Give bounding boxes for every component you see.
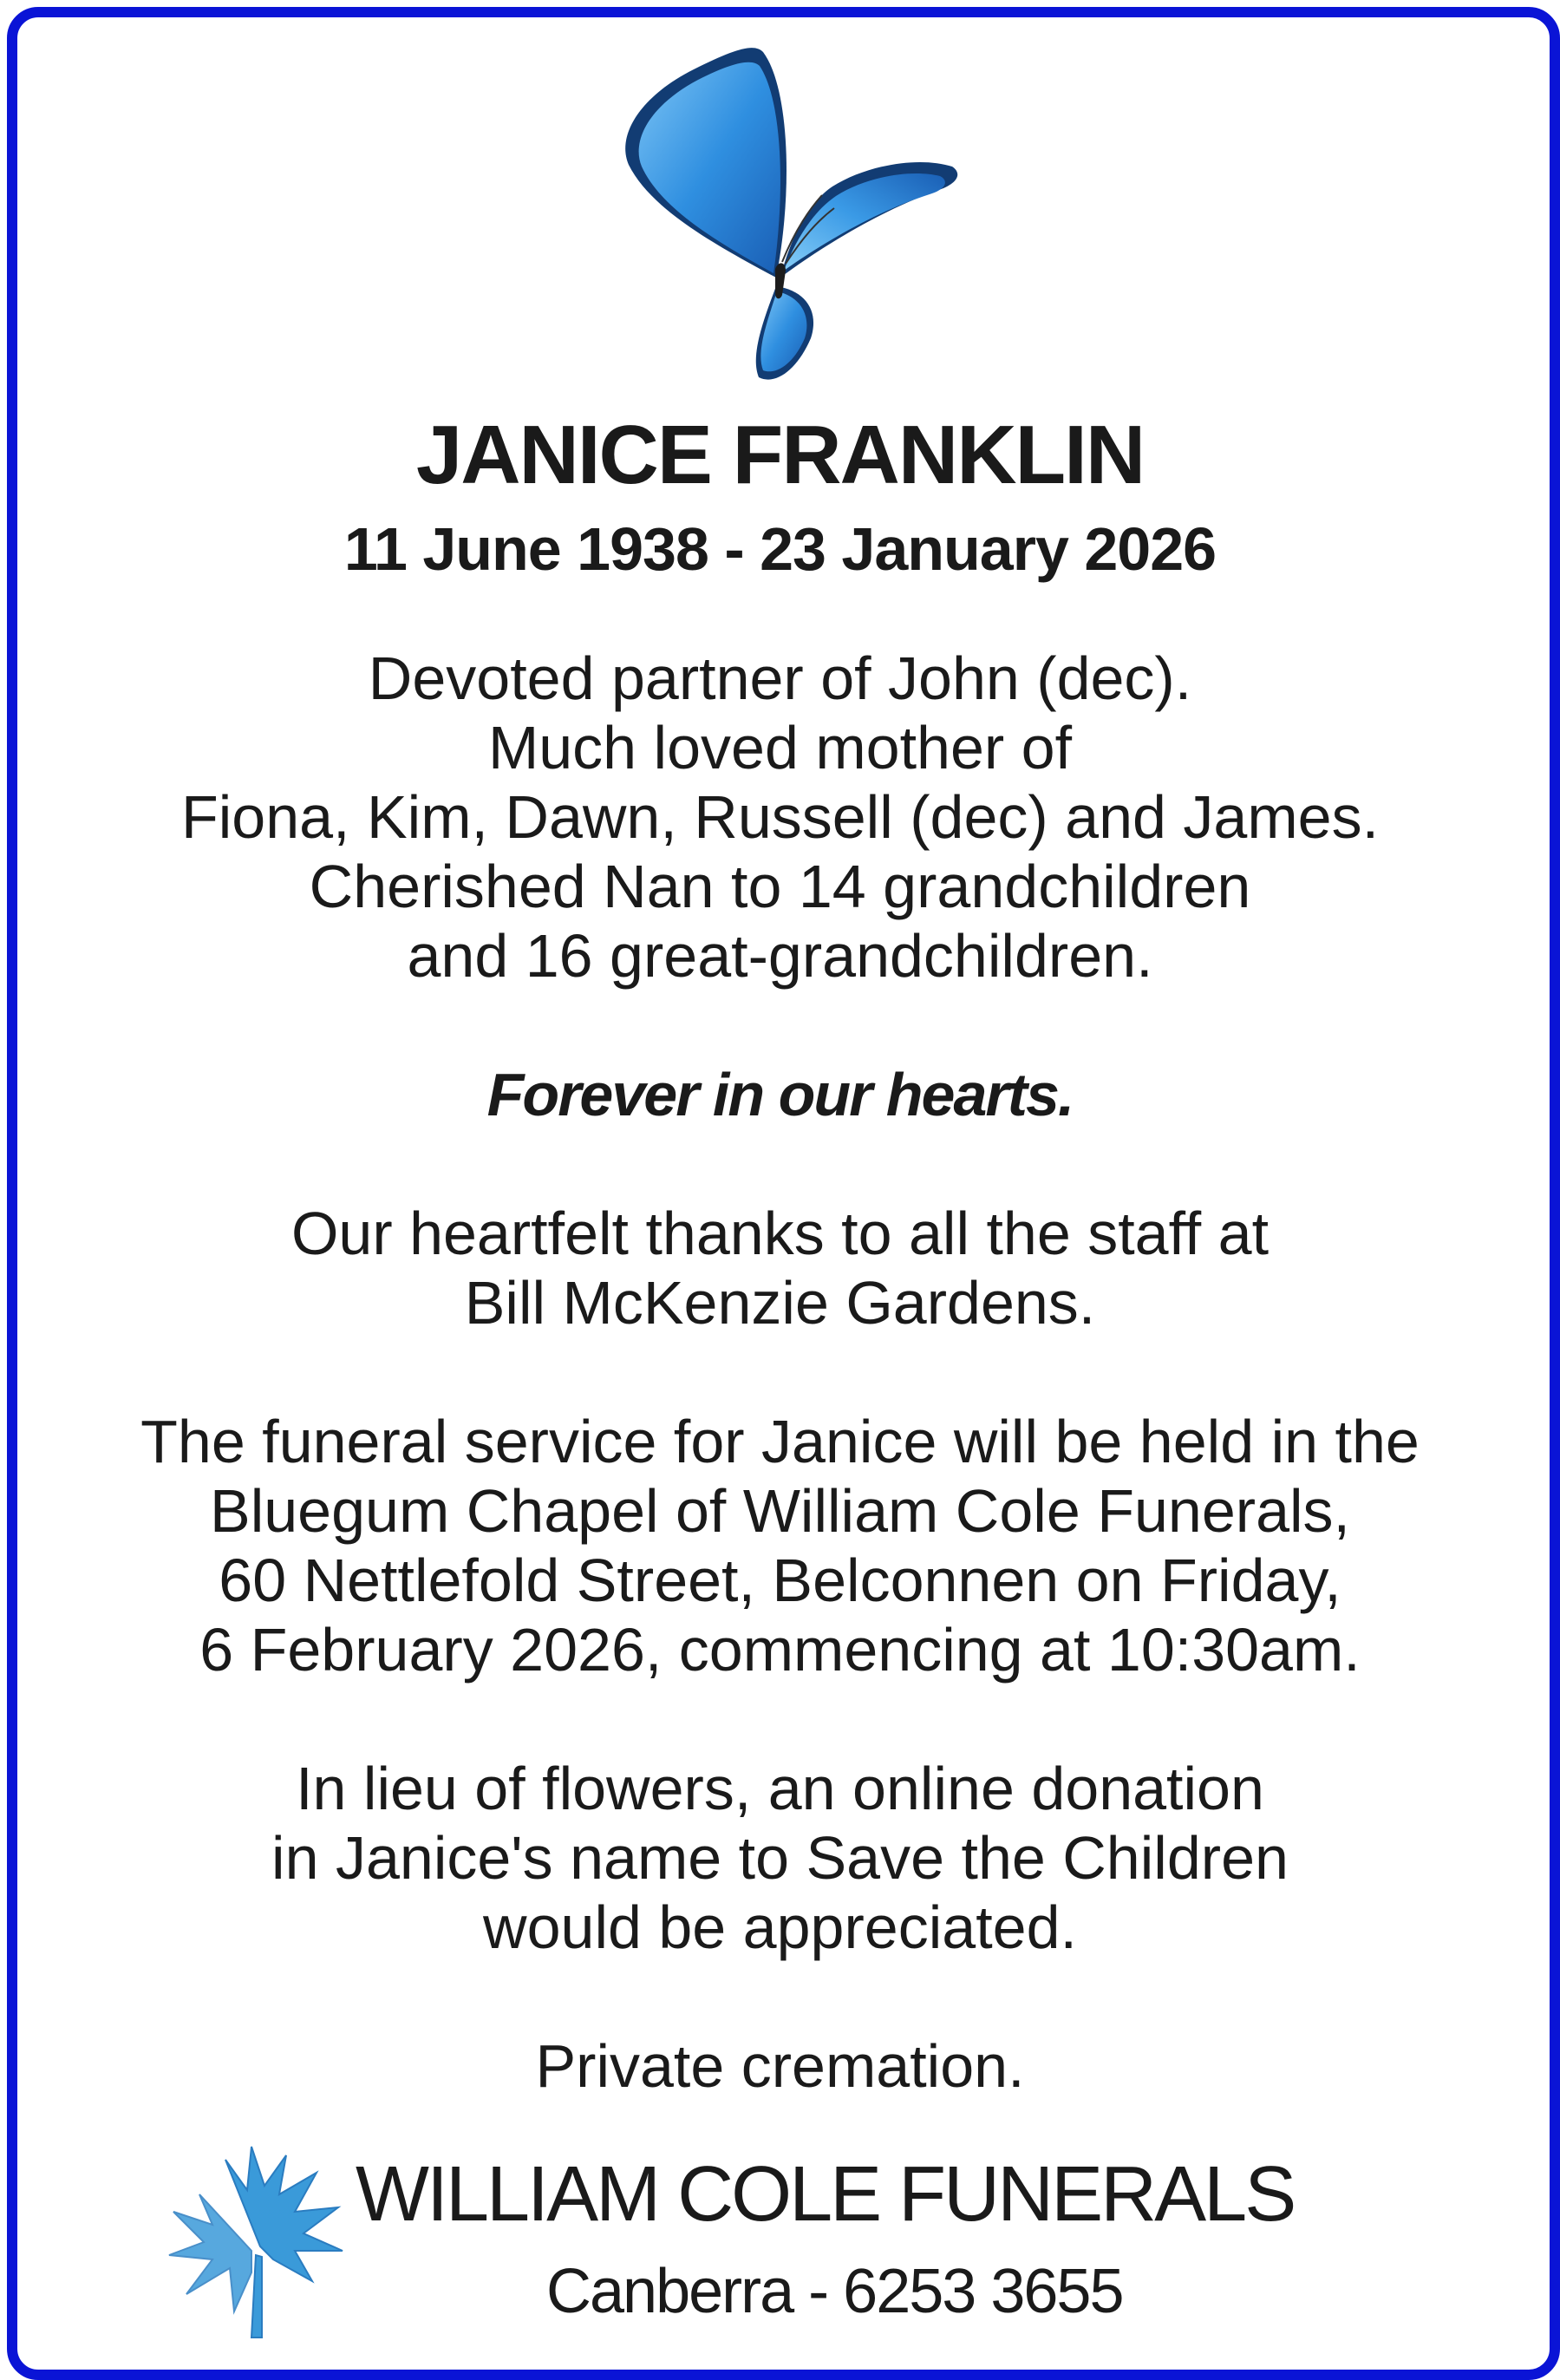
service-paragraph xyxy=(0,1407,1560,1684)
maple-leaf-icon xyxy=(165,2142,347,2342)
service-line: Bluegum Chapel of William Cole Funerals, xyxy=(210,1477,1350,1545)
thanks-paragraph xyxy=(0,1199,1560,1337)
notice-body xyxy=(0,408,1560,2101)
motto: Forever in our hearts. xyxy=(486,1061,1074,1128)
funeral-home-name: WILLIAM COLE FUNERALS xyxy=(356,2151,1295,2238)
thanks-line: Our heartfelt thanks to all the staff at xyxy=(290,1200,1270,1267)
tribute-line: and 16 great-grandchildren. xyxy=(407,922,1153,990)
service-line: The funeral service for Janice will be held in the xyxy=(140,1408,1420,1475)
deceased-name: JANICE FRANKLIN xyxy=(415,409,1145,501)
funeral-home-contact: Canberra - 6253 3655 xyxy=(546,2257,1123,2326)
tribute-paragraph xyxy=(0,644,1560,991)
closing-line: Private cremation. xyxy=(535,2032,1025,2100)
tribute-line: Fiona, Kim, Dawn, Russell (dec) and James. xyxy=(180,783,1380,851)
donation-line: would be appreciated. xyxy=(483,1893,1077,1961)
service-line: 6 February 2026, commencing at 10:30am. xyxy=(199,1616,1361,1684)
funeral-home-logo xyxy=(165,2134,1396,2342)
tribute-line: Much loved mother of xyxy=(487,714,1073,781)
donation-line: in Janice's name to Save the Children xyxy=(271,1824,1289,1892)
donation-line: In lieu of flowers, an online donation xyxy=(296,1755,1264,1822)
thanks-line: Bill McKenzie Gardens. xyxy=(464,1269,1096,1337)
tribute-line: Devoted partner of John (dec). xyxy=(368,644,1192,712)
tribute-line: Cherished Nan to 14 grandchildren xyxy=(309,853,1251,920)
life-dates: 11 June 1938 - 23 January 2026 xyxy=(343,515,1217,583)
donation-paragraph xyxy=(0,1754,1560,1962)
service-line: 60 Nettlefold Street, Belconnen on Friday, xyxy=(219,1546,1341,1614)
butterfly-icon xyxy=(590,35,989,390)
